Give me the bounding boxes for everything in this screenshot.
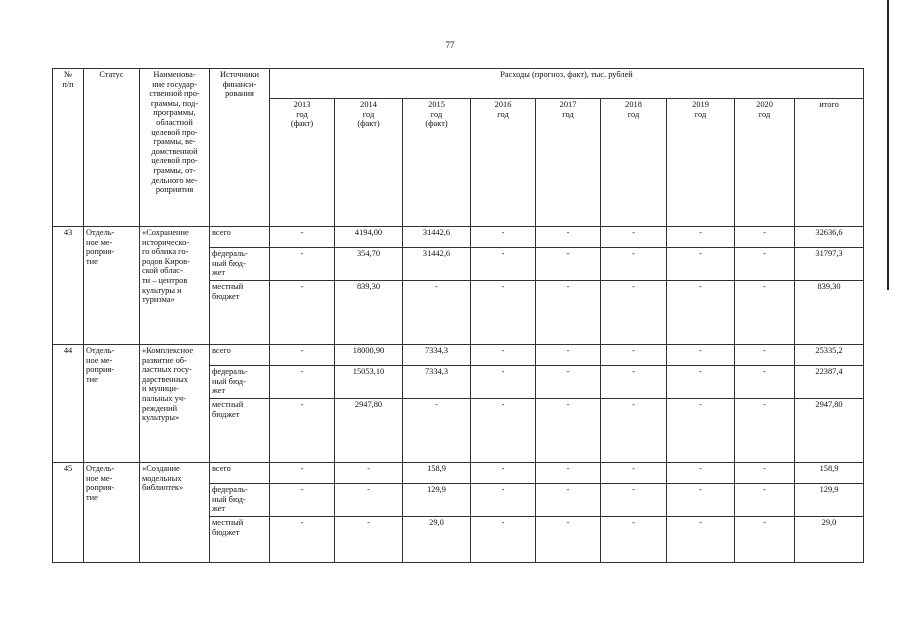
row-name: «Создание модельных библиотек» xyxy=(140,463,210,563)
value-cell: - xyxy=(471,399,536,463)
value-cell: - xyxy=(667,227,735,248)
value-cell: - xyxy=(735,345,795,366)
value-cell: - xyxy=(667,281,735,345)
source-label: всего xyxy=(210,463,270,484)
value-cell: - xyxy=(735,399,795,463)
value-cell: - xyxy=(667,345,735,366)
value-cell: - xyxy=(270,484,335,517)
header-year: 2013 год (факт) xyxy=(270,99,335,227)
value-cell: - xyxy=(601,366,667,399)
header-year: 2020 год xyxy=(735,99,795,227)
value-cell: - xyxy=(536,484,601,517)
value-cell: 31442,6 xyxy=(403,227,471,248)
header-year: 2017 год xyxy=(536,99,601,227)
row-status: Отдель- ное ме- роприя- тие xyxy=(84,345,140,463)
row-name: «Сохранение историческо- го облика го- родов Киров- ской облас- ти – центров культуры и туризма» xyxy=(140,227,210,345)
value-cell: 7334,3 xyxy=(403,345,471,366)
value-cell: - xyxy=(471,484,536,517)
value-cell: - xyxy=(403,399,471,463)
value-cell: - xyxy=(270,399,335,463)
header-year: 2018 год xyxy=(601,99,667,227)
value-cell: - xyxy=(536,517,601,563)
total-cell: 22387,4 xyxy=(795,366,864,399)
value-cell: - xyxy=(270,345,335,366)
value-cell: - xyxy=(335,484,403,517)
source-label: федераль- ный бюд- жет xyxy=(210,484,270,517)
total-cell: 32636,6 xyxy=(795,227,864,248)
value-cell: - xyxy=(270,281,335,345)
value-cell: - xyxy=(270,227,335,248)
value-cell: - xyxy=(270,517,335,563)
value-cell: 354,70 xyxy=(335,248,403,281)
value-cell: - xyxy=(536,248,601,281)
value-cell: - xyxy=(667,484,735,517)
value-cell: 15053,10 xyxy=(335,366,403,399)
value-cell: - xyxy=(735,484,795,517)
value-cell: - xyxy=(270,463,335,484)
total-cell: 839,30 xyxy=(795,281,864,345)
source-label: местный бюджет xyxy=(210,399,270,463)
value-cell: 7334,3 xyxy=(403,366,471,399)
header-year: 2014 год (факт) xyxy=(335,99,403,227)
value-cell: - xyxy=(601,517,667,563)
value-cell: 29,0 xyxy=(403,517,471,563)
value-cell: - xyxy=(601,484,667,517)
value-cell: - xyxy=(667,517,735,563)
value-cell: - xyxy=(471,345,536,366)
header-source: Источники финанси- рования xyxy=(210,69,270,227)
total-cell: 29,0 xyxy=(795,517,864,563)
row-status: Отдель- ное ме- роприя- тие xyxy=(84,463,140,563)
value-cell: - xyxy=(601,281,667,345)
value-cell: - xyxy=(735,517,795,563)
total-cell: 129,9 xyxy=(795,484,864,517)
value-cell: - xyxy=(471,248,536,281)
value-cell: - xyxy=(667,248,735,281)
value-cell: 129,9 xyxy=(403,484,471,517)
value-cell: - xyxy=(735,248,795,281)
row-status: Отдель- ное ме- роприя- тие xyxy=(84,227,140,345)
total-cell: 25335,2 xyxy=(795,345,864,366)
header-status: Статус xyxy=(84,69,140,227)
value-cell: - xyxy=(403,281,471,345)
header-year: 2015 год (факт) xyxy=(403,99,471,227)
value-cell: - xyxy=(601,463,667,484)
value-cell: - xyxy=(335,517,403,563)
header-row-1 xyxy=(53,69,864,99)
value-cell: 18000,90 xyxy=(335,345,403,366)
table-row xyxy=(53,345,864,366)
row-number: 45 xyxy=(53,463,84,563)
row-number: 43 xyxy=(53,227,84,345)
total-cell: 158,9 xyxy=(795,463,864,484)
header-name: Наименова- ние государ- ственной про- граммы, под- программы, областной целевой про- граммы, ве- домственной целевой про- граммы, от- дельного ме- роприятия xyxy=(140,69,210,227)
value-cell: - xyxy=(471,227,536,248)
source-label: федераль- ный бюд- жет xyxy=(210,366,270,399)
value-cell: - xyxy=(601,227,667,248)
value-cell: - xyxy=(601,345,667,366)
value-cell: 4194,00 xyxy=(335,227,403,248)
header-year: 2016 год xyxy=(471,99,536,227)
value-cell: - xyxy=(536,366,601,399)
value-cell: - xyxy=(735,463,795,484)
value-cell: - xyxy=(735,366,795,399)
source-label: федераль- ный бюд- жет xyxy=(210,248,270,281)
value-cell: 2947,80 xyxy=(335,399,403,463)
value-cell: 839,30 xyxy=(335,281,403,345)
value-cell: - xyxy=(536,399,601,463)
total-cell: 31797,3 xyxy=(795,248,864,281)
value-cell: - xyxy=(335,463,403,484)
value-cell: 158,9 xyxy=(403,463,471,484)
value-cell: - xyxy=(536,227,601,248)
value-cell: - xyxy=(471,463,536,484)
header-num: № п/п xyxy=(53,69,84,227)
table-row xyxy=(53,463,864,484)
header-expenses: Расходы (прогноз, факт), тыс. рублей xyxy=(270,69,864,99)
value-cell: - xyxy=(536,463,601,484)
value-cell: - xyxy=(667,399,735,463)
source-label: местный бюджет xyxy=(210,281,270,345)
value-cell: - xyxy=(667,463,735,484)
table-body xyxy=(53,227,864,563)
value-cell: 31442,6 xyxy=(403,248,471,281)
header-total: итого xyxy=(795,99,864,227)
value-cell: - xyxy=(601,399,667,463)
table-row xyxy=(53,227,864,248)
value-cell: - xyxy=(471,281,536,345)
value-cell: - xyxy=(270,248,335,281)
value-cell: - xyxy=(601,248,667,281)
value-cell: - xyxy=(735,281,795,345)
total-cell: 2947,80 xyxy=(795,399,864,463)
value-cell: - xyxy=(536,345,601,366)
source-label: всего xyxy=(210,227,270,248)
budget-table xyxy=(52,68,864,563)
value-cell: - xyxy=(471,366,536,399)
value-cell: - xyxy=(536,281,601,345)
value-cell: - xyxy=(735,227,795,248)
page-number: 77 xyxy=(445,40,455,50)
value-cell: - xyxy=(667,366,735,399)
value-cell: - xyxy=(270,366,335,399)
page-edge-line xyxy=(887,0,889,290)
row-name: «Комплексное развитие об- ластных госу- дарственных и муници- пальных уч- реждений культуры» xyxy=(140,345,210,463)
row-number: 44 xyxy=(53,345,84,463)
source-label: местный бюджет xyxy=(210,517,270,563)
value-cell: - xyxy=(471,517,536,563)
source-label: всего xyxy=(210,345,270,366)
header-year: 2019 год xyxy=(667,99,735,227)
